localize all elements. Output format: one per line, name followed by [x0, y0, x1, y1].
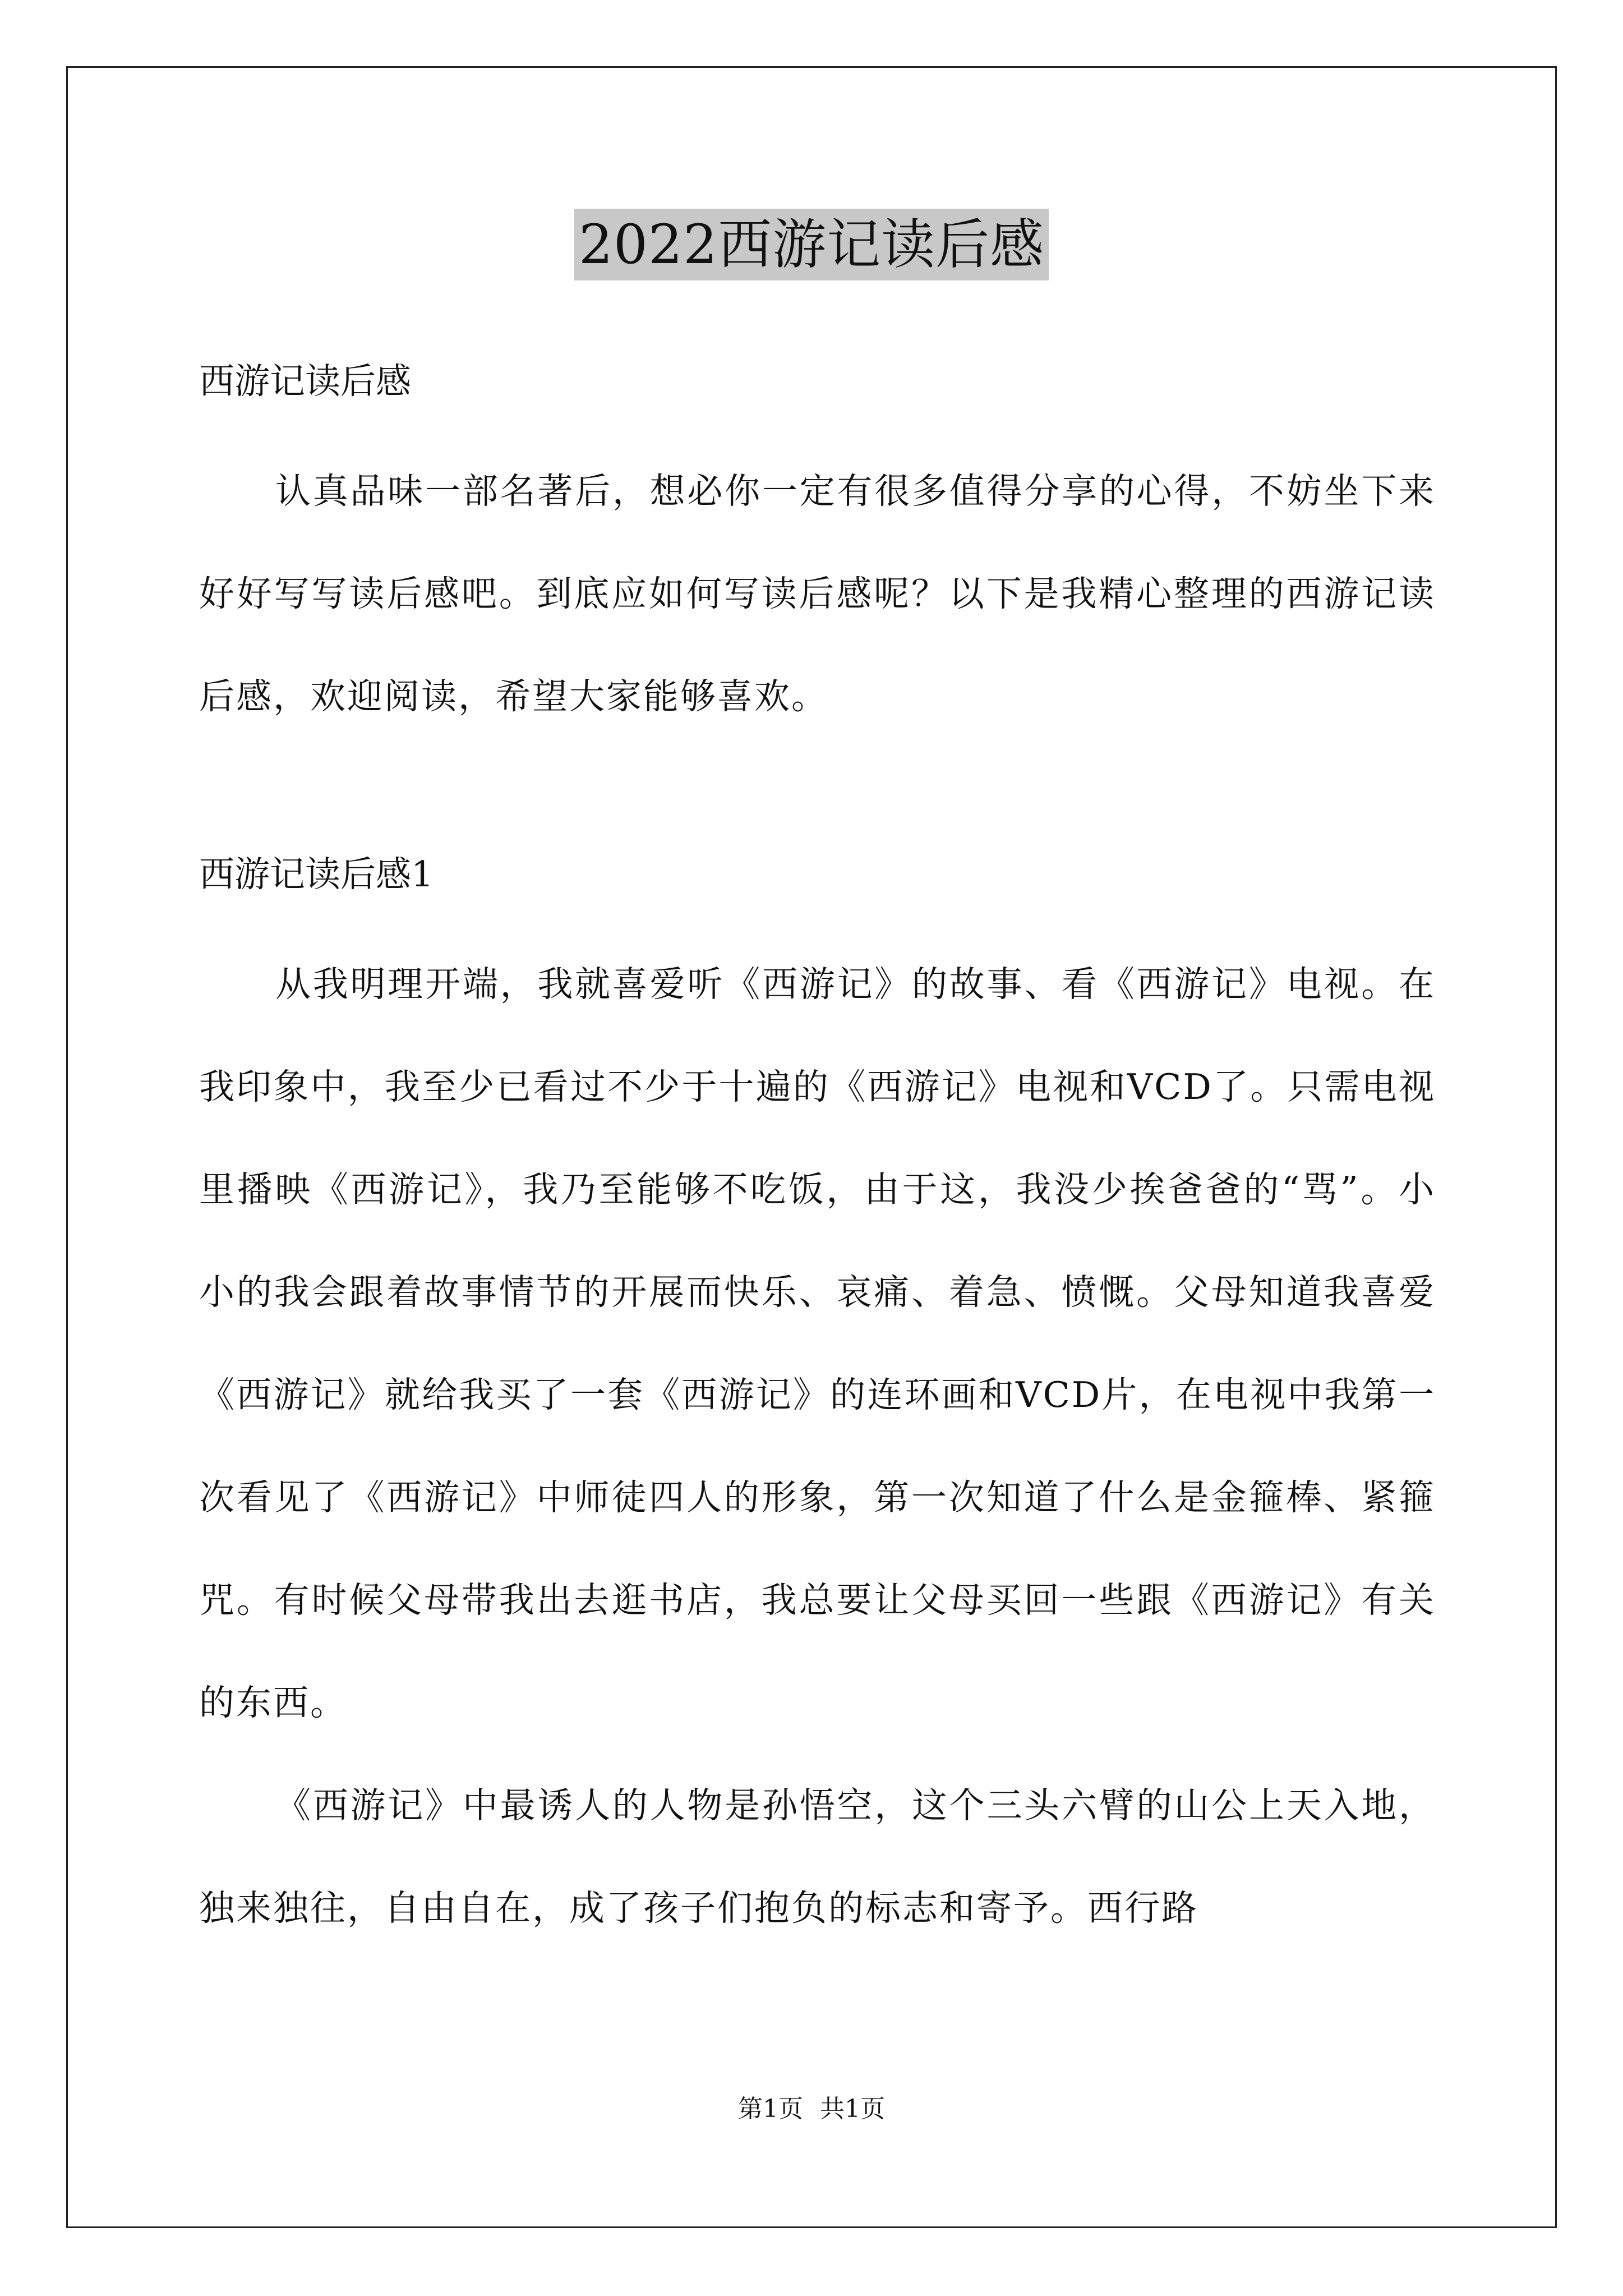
- page-footer: [0, 2092, 1623, 2126]
- body-paragraph: 《西游记》中最诱人的人物是孙悟空，这个三头六臂的山公上天入地，独来独往，自由自在，成了孩子们抱负的标志和寄予。西行路: [199, 1785, 1436, 1929]
- section-heading: 西游记读后感1: [199, 854, 434, 895]
- intro-heading: 西游记读后感: [199, 361, 411, 402]
- intro-paragraph: 认真品味一部名著后，想必你一定有很多值得分享的心得，不妨坐下来好好写写读后感吧。到底应如何写读后感呢？以下是我精心整理的西游记读后感，欢迎阅读，希望大家能够喜欢。: [199, 471, 1436, 717]
- page-number: 第1页: [738, 2095, 803, 2123]
- body-paragraph: 从我明理开端，我就喜爱听《西游记》的故事、看《西游记》电视。在我印象中，我至少已看过不少于十遍的《西游记》电视和VCD了。只需电视里播映《西游记》，我乃至能够不吃饭，由于这，我没少挨爸爸的“骂”。小小的我会跟着故事情节的开展而快乐、哀痛、着急、愤慨。父母知道我喜爱《西游记》就给我买了一套《西游记》的连环画和VCD片，在电视中我第一次看见了《西游记》中师徒四人的形象，第一次知道了什么是金箍棒、紧箍咒。有时候父母带我出去逛书店，我总要让父母买回一些跟《西游记》有关的东西。: [199, 964, 1436, 1723]
- page-total: 共1页: [820, 2095, 885, 2123]
- document-body: [199, 353, 1436, 1959]
- document-title: 2022西游记读后感: [574, 209, 1049, 280]
- title-container: [0, 209, 1623, 280]
